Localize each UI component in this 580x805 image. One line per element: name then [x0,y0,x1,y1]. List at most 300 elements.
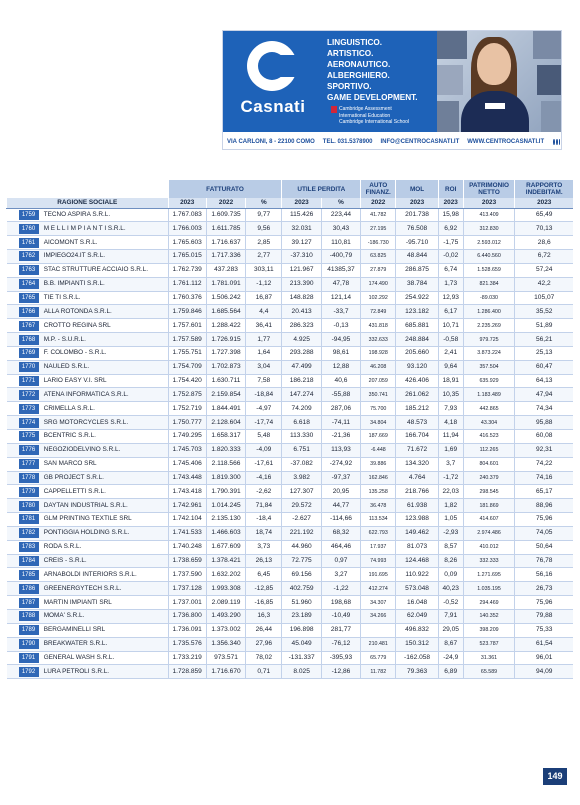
cell-pn: 112.265 [463,443,515,457]
cell-up: 121,14 [321,291,360,305]
table-row [7,402,574,416]
cell-f22: 1.632.202 [206,568,245,582]
rank-cell [7,596,42,610]
rank-cell [7,637,42,651]
ad-course-list [327,37,437,103]
company-name: IMPIEGO24.IT S.R.L. [42,250,168,264]
cell-u23: 47.499 [282,360,321,374]
header-row-top [7,180,574,198]
rank-badge: 1782 [19,528,39,538]
table-row [7,609,574,623]
advertisement-banner[interactable] [222,30,562,150]
cell-up: 68,32 [321,526,360,540]
rank-badge: 1764 [19,279,39,289]
cell-af: 207.059 [361,374,396,388]
cell-roi: 1,73 [438,277,463,291]
table-row [7,291,574,305]
company-name: TECNO ASPIRA S.R.L. [42,208,168,222]
cell-f23: 1.766.003 [168,222,206,236]
header-year: 2023 [168,198,206,208]
cell-u23: 186.218 [282,374,321,388]
cell-fp: -12,85 [246,582,282,596]
rank-cell [7,416,42,430]
cell-u23: 121.967 [282,263,321,277]
header-year: 2023 [282,198,321,208]
cell-f22: 1.819.300 [206,471,245,485]
cell-af: 350.741 [361,388,396,402]
cell-f23: 1.737.001 [168,596,206,610]
cell-f22: 1.630.711 [206,374,245,388]
rank-cell [7,222,42,236]
rank-cell [7,430,42,444]
cell-roi: 1,82 [438,499,463,513]
company-name: GB PROJECT S.R.L. [42,471,168,485]
cell-up: 110,81 [321,236,360,250]
cell-roi: 18,91 [438,374,463,388]
ad-student-photo [437,31,562,132]
rank-cell [7,402,42,416]
cell-roi: 12,93 [438,291,463,305]
cell-u23: 113.330 [282,430,321,444]
rank-cell [7,236,42,250]
cell-roi: 2,41 [438,346,463,360]
table-row [7,582,574,596]
cell-roi: 11,94 [438,430,463,444]
cell-roi: 8,57 [438,540,463,554]
cell-f22: 1.506.242 [206,291,245,305]
company-name: BCENTRIC S.R.L. [42,430,168,444]
cell-f23: 1.743.448 [168,471,206,485]
cell-fp: -17,61 [246,457,282,471]
cell-af: 75.700 [361,402,396,416]
cell-ri: 56,21 [515,333,573,347]
cell-roi: 7,93 [438,402,463,416]
header-ragione-sociale: RAGIONE SOCIALE [7,198,169,208]
company-name: CROTTO REGINA SRL [42,319,168,333]
cell-af: 431.818 [361,319,396,333]
header-row-years [7,198,574,208]
cell-u23: 115.426 [282,208,321,222]
cell-ri: 64,13 [515,374,573,388]
cell-f22: 1.726.915 [206,333,245,347]
ad-course-line: ALBERGHIERO. [327,71,390,80]
cell-pn: 357.504 [463,360,515,374]
cell-f22: 1.716.670 [206,665,245,679]
cell-ri: 70,13 [515,222,573,236]
cell-up: 0,97 [321,554,360,568]
youtube-icon[interactable] [559,139,561,145]
cell-f22: 1.781.091 [206,277,245,291]
company-name: AICOMONT S.R.L. [42,236,168,250]
cell-u23: 286.323 [282,319,321,333]
cell-f22: 1.378.421 [206,554,245,568]
cell-f22: 973.571 [206,651,245,665]
header-rapporto-indebitam: RAPPORTO INDEBITAM. [515,180,573,198]
cell-u23: 196.898 [282,623,321,637]
cell-up: 41385,37 [321,263,360,277]
cell-u23: 32.031 [282,222,321,236]
instagram-icon[interactable] [556,139,558,145]
rank-cell [7,609,42,623]
rank-cell [7,319,42,333]
cell-af: 72.849 [361,305,396,319]
cell-roi: 6,89 [438,665,463,679]
cell-up: 223,44 [321,208,360,222]
cell-mol: 286.875 [396,263,438,277]
company-name: BREAKWATER S.R.L. [42,637,168,651]
cell-mol: 79.363 [396,665,438,679]
cell-mol: 254.922 [396,291,438,305]
cell-mol: 248.884 [396,333,438,347]
cell-mol: 110.922 [396,568,438,582]
cell-f22: 1.993.308 [206,582,245,596]
cell-up: 30,43 [321,222,360,236]
rank-cell [7,526,42,540]
rank-badge: 1777 [19,459,39,469]
table-row [7,430,574,444]
table-row [7,388,574,402]
cell-u23: 69.156 [282,568,321,582]
table-body [7,208,574,679]
cell-f23: 1.745.406 [168,457,206,471]
cell-fp: 2,85 [246,236,282,250]
rank-cell [7,346,42,360]
cell-up: -10,49 [321,609,360,623]
cell-f23: 1.737.590 [168,568,206,582]
cell-roi: 0,09 [438,568,463,582]
cell-af: -6.448 [361,443,396,457]
company-name: GREENERGYTECH S.R.L. [42,582,168,596]
cell-af: 113.534 [361,513,396,527]
cell-roi: 8,26 [438,554,463,568]
cell-mol: 685.881 [396,319,438,333]
cell-pn: 2.235.269 [463,319,515,333]
cell-f22: 1.609.735 [206,208,245,222]
ad-top-panel [223,31,562,132]
company-name: ATENA INFORMATICA S.R.L. [42,388,168,402]
cell-fp: 5,48 [246,430,282,444]
cell-mol: 573.048 [396,582,438,596]
cell-u23: -37.082 [282,457,321,471]
cell-pn: 240.379 [463,471,515,485]
header-mol: MOL [396,180,438,198]
cell-ri: 26,73 [515,582,573,596]
rank-cell [7,291,42,305]
cell-u23: 127.307 [282,485,321,499]
ad-website-link[interactable]: WWW.CENTROCASNATI.IT [467,138,545,145]
rank-badge: 1792 [19,667,39,677]
table-row [7,250,574,264]
cell-pn: 43.304 [463,416,515,430]
cell-f23: 1.736.091 [168,623,206,637]
cell-ri: 74,05 [515,526,573,540]
rank-cell [7,388,42,402]
cell-mol: 76.508 [396,222,438,236]
cell-roi: -2,93 [438,526,463,540]
cell-u23: 74.209 [282,402,321,416]
page-number: 149 [543,768,567,785]
table-row [7,526,574,540]
company-name: GLM PRINTING TEXTILE SRL [42,513,168,527]
cell-mol: 48.844 [396,250,438,264]
cell-u23: 6.618 [282,416,321,430]
company-name: CRIMELLA S.R.L. [42,402,168,416]
cell-roi: 6,92 [438,222,463,236]
company-name: CREIS - S.R.L. [42,554,168,568]
cell-ri: 88,96 [515,499,573,513]
cell-pn: 2.974.486 [463,526,515,540]
cell-up: 3,27 [321,568,360,582]
table-row [7,623,574,637]
ad-course-line: LINGUISTICO. [327,38,383,47]
cell-mol: 149.462 [396,526,438,540]
cell-u23: 213.390 [282,277,321,291]
rank-cell [7,277,42,291]
table-row [7,374,574,388]
rank-badge: 1761 [19,238,39,248]
cell-pn: 298.545 [463,485,515,499]
cell-pn: 804.601 [463,457,515,471]
cell-ri: 94,09 [515,665,573,679]
rank-badge: 1772 [19,390,39,400]
cell-u23: 39.127 [282,236,321,250]
ad-course-line: AERONAUTICO. [327,60,391,69]
table-row [7,263,574,277]
header-year: 2022 [206,198,245,208]
cell-f23: 1.752.875 [168,388,206,402]
table-row [7,305,574,319]
cell-f22: 2.118.566 [206,457,245,471]
cell-af: 162.846 [361,471,396,485]
rank-badge: 1781 [19,514,39,524]
linkedin-icon[interactable] [561,139,562,145]
cell-pn: 416.523 [463,430,515,444]
cell-roi: 1,05 [438,513,463,527]
cell-ri: 65,17 [515,485,573,499]
rank-badge: 1774 [19,418,39,428]
cell-mol: 71.672 [396,443,438,457]
cell-f22: 1.685.564 [206,305,245,319]
cell-pn: 821.384 [463,277,515,291]
rank-cell [7,208,42,222]
cell-mol: 48.573 [396,416,438,430]
cell-af [361,623,396,637]
cell-mol: 124.468 [396,554,438,568]
cell-roi: 10,71 [438,319,463,333]
cell-mol: 426.406 [396,374,438,388]
company-name: BERGAMINELLI SRL [42,623,168,637]
rank-cell [7,513,42,527]
cell-ri: 92,31 [515,443,573,457]
cell-f22: 1.844.491 [206,402,245,416]
rank-badge: 1763 [19,265,39,275]
cell-f22: 1.658.317 [206,430,245,444]
cell-roi: -24,9 [438,651,463,665]
cell-f23: 1.757.601 [168,319,206,333]
cell-roi: -1,75 [438,236,463,250]
cell-fp: 9,77 [246,208,282,222]
cell-pn: 979.725 [463,333,515,347]
header-auto-finanz: AUTO FINANZ. [361,180,396,198]
cell-mol: 201.738 [396,208,438,222]
cell-fp: 36,41 [246,319,282,333]
cell-up: 20,95 [321,485,360,499]
rank-badge: 1759 [19,210,39,220]
rank-cell [7,360,42,374]
company-name: MOMA' S.R.L. [42,609,168,623]
cell-f22: 1.356.340 [206,637,245,651]
rank-badge: 1783 [19,542,39,552]
rank-cell [7,499,42,513]
cell-fp: -17,74 [246,416,282,430]
cell-roi: 8,67 [438,637,463,651]
cell-f23: 1.738.659 [168,554,206,568]
cell-f23: 1.765.015 [168,250,206,264]
cell-f23: 1.757.589 [168,333,206,347]
cell-af: 198.928 [361,346,396,360]
cell-mol: 134.320 [396,457,438,471]
table-row [7,319,574,333]
cell-f22: 1.466.603 [206,526,245,540]
cell-pn: 312.830 [463,222,515,236]
rank-badge: 1760 [19,224,39,234]
company-name: MARTIN IMPIANTI SRL [42,596,168,610]
cell-fp: 18,74 [246,526,282,540]
cell-up: -1,22 [321,582,360,596]
ad-address: VIA CARLONI, 8 - 22100 COMO [227,138,315,145]
cell-roi: 1,69 [438,443,463,457]
cell-up: -12,86 [321,665,360,679]
rank-badge: 1776 [19,445,39,455]
cell-f22: 1.493.290 [206,609,245,623]
header-year: 2023 [515,198,573,208]
cell-f23: 1.752.719 [168,402,206,416]
cell-up: -0,13 [321,319,360,333]
company-name: SRG MOTORCYCLES S.R.L. [42,416,168,430]
ad-course-line: ARTISTICO. [327,49,374,58]
cell-f23: 1.759.846 [168,305,206,319]
cell-pn: 6.440.560 [463,250,515,264]
cell-ri: 105,07 [515,291,573,305]
cell-pn: 1.035.195 [463,582,515,596]
cell-roi: 22,03 [438,485,463,499]
cell-f22: 1.820.333 [206,443,245,457]
cell-f23: 1.735.576 [168,637,206,651]
cell-f23: 1.736.800 [168,609,206,623]
cell-roi: 3,7 [438,457,463,471]
cell-ri: 56,16 [515,568,573,582]
cell-ri: 75,33 [515,623,573,637]
cell-up: -94,95 [321,333,360,347]
ad-course-line: GAME DEVELOPMENT. [327,93,418,102]
rank-cell [7,554,42,568]
rank-badge: 1765 [19,293,39,303]
cell-f22: 1.717.336 [206,250,245,264]
table-row [7,651,574,665]
cell-roi: -1,72 [438,471,463,485]
table-row [7,540,574,554]
cell-pn: 1.286.400 [463,305,515,319]
cambridge-badge: Cambridge Assessment International Education Cambridge International School [331,106,441,125]
cell-ri: 74,16 [515,471,573,485]
rank-badge: 1791 [19,653,39,663]
cell-fp: 71,84 [246,499,282,513]
cell-pn: 523.787 [463,637,515,651]
table-row [7,499,574,513]
company-name: LURA PETROLI S.R.L. [42,665,168,679]
cell-af: 17.937 [361,540,396,554]
cell-f22: 1.611.785 [206,222,245,236]
rank-badge: 1779 [19,487,39,497]
cell-fp: 6,45 [246,568,282,582]
cell-mol: -162.058 [396,651,438,665]
cell-up: 47,78 [321,277,360,291]
table-row [7,416,574,430]
cell-pn: 1.271.695 [463,568,515,582]
cell-up: 98,61 [321,346,360,360]
table-row [7,360,574,374]
cell-ri: 75,96 [515,596,573,610]
cell-mol: 205.660 [396,346,438,360]
company-name: SAN MARCO SRL [42,457,168,471]
cell-f23: 1.740.248 [168,540,206,554]
cell-pn: 398.209 [463,623,515,637]
rank-cell [7,305,42,319]
cell-roi: 6,74 [438,263,463,277]
cell-roi: -0,58 [438,333,463,347]
cell-mol: 185.212 [396,402,438,416]
company-name: NAULED S.R.L. [42,360,168,374]
rank-badge: 1786 [19,584,39,594]
cell-f22: 1.727.398 [206,346,245,360]
cell-mol: 93.120 [396,360,438,374]
cell-up: 12,88 [321,360,360,374]
cell-af: 41.782 [361,208,396,222]
cell-f23: 1.737.128 [168,582,206,596]
cell-f23: 1.767.083 [168,208,206,222]
cell-roi: -0,02 [438,250,463,264]
header-year: 2023 [463,198,515,208]
cell-mol: 261.062 [396,388,438,402]
cell-ri: 79,88 [515,609,573,623]
cell-fp: 16,3 [246,609,282,623]
cell-mol: 218.766 [396,485,438,499]
cell-f22: 1.702.873 [206,360,245,374]
company-name: PONTIGGIA HOLDING S.R.L. [42,526,168,540]
ad-email-link[interactable]: INFO@CENTROCASNATI.IT [380,138,460,145]
cell-f22: 2.159.854 [206,388,245,402]
cell-u23: 23.189 [282,609,321,623]
cell-mol: 150.312 [396,637,438,651]
cell-pn: -89.030 [463,291,515,305]
cell-pn: 410.012 [463,540,515,554]
cell-af: 102.292 [361,291,396,305]
cell-fp: 303,11 [246,263,282,277]
cell-u23: -131.337 [282,651,321,665]
cell-fp: 16,87 [246,291,282,305]
cell-pn: 1.183.489 [463,388,515,402]
cell-fp: -4,09 [246,443,282,457]
cell-mol: 4.764 [396,471,438,485]
facebook-icon[interactable] [553,139,555,145]
company-name: F. COLOMBO - S.R.L. [42,346,168,360]
cell-af: 191.695 [361,568,396,582]
company-name: ALLA ROTONDA S.R.L. [42,305,168,319]
cell-up: -274,92 [321,457,360,471]
table-row [7,485,574,499]
cell-up: 198,68 [321,596,360,610]
cell-pn: 140.352 [463,609,515,623]
